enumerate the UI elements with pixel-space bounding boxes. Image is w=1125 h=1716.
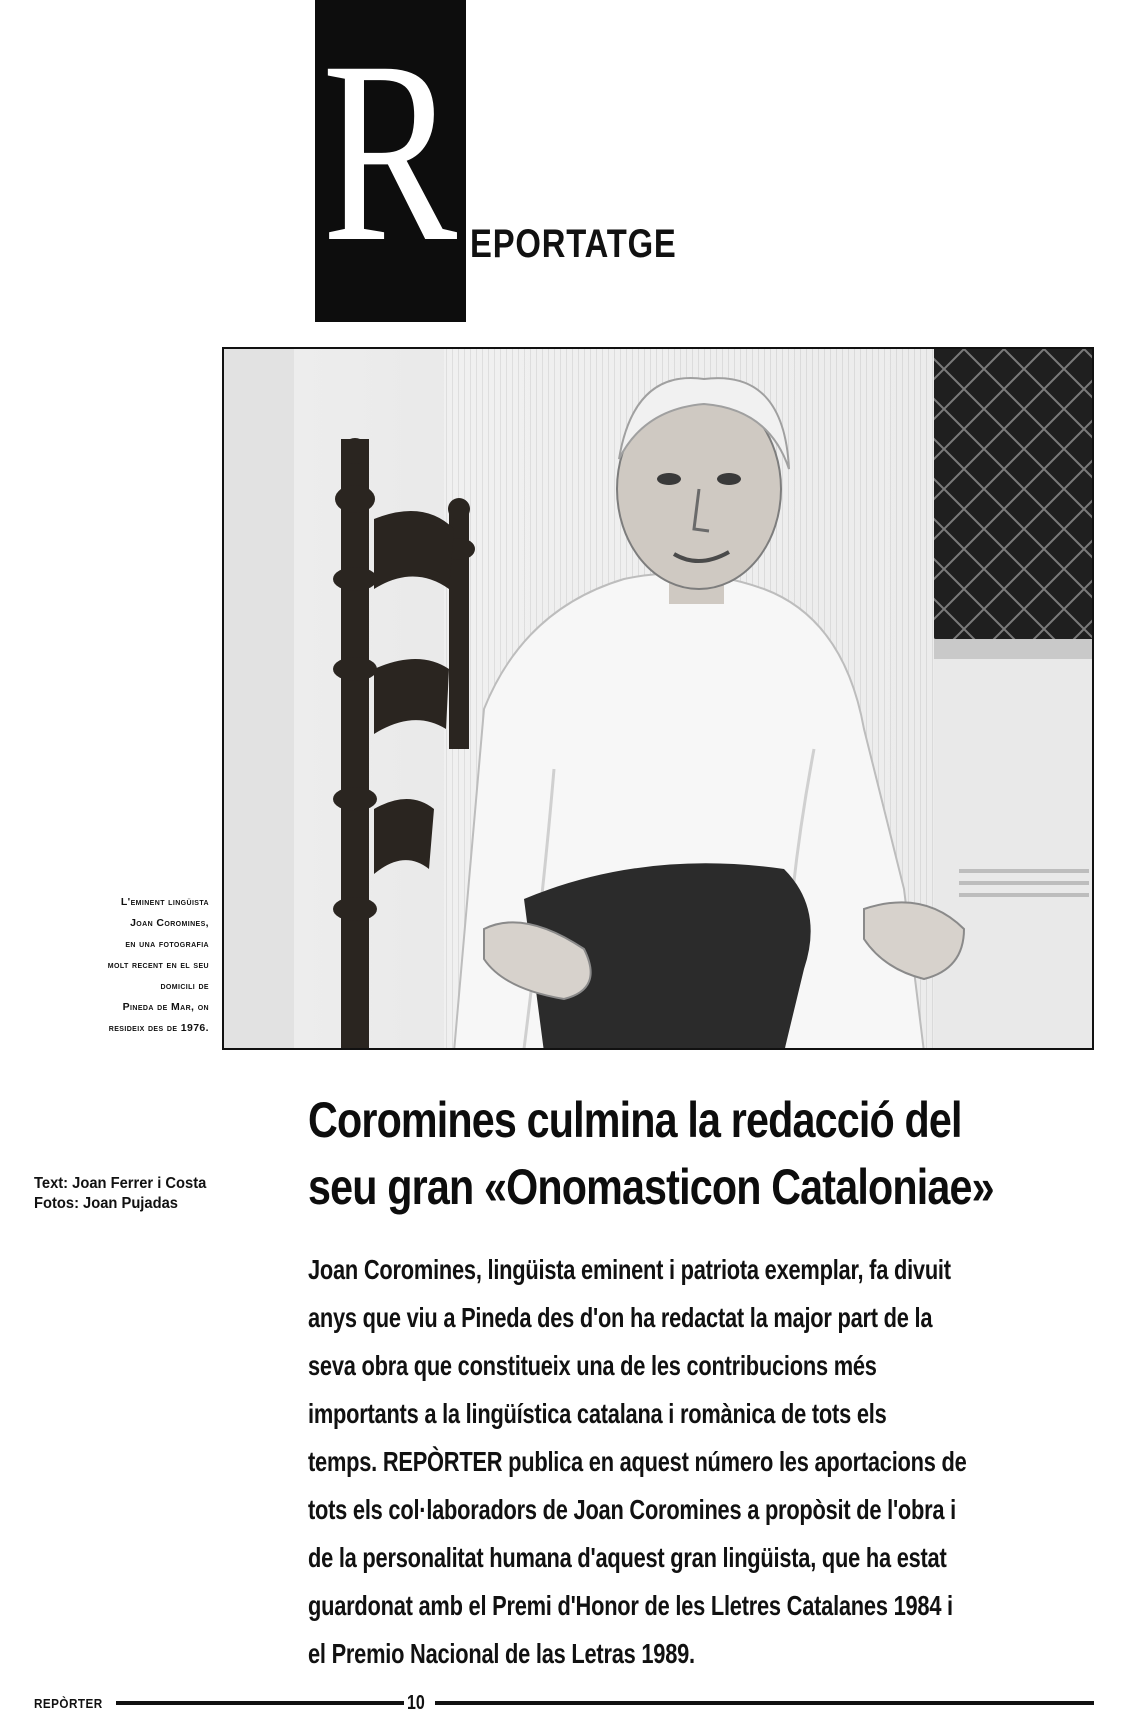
lede-line: Joan Coromines, lingüista eminent i patriota exemplar, fa divuit	[308, 1254, 951, 1285]
footer-rule	[116, 1701, 404, 1705]
caption-line: molt recent en el seu	[107, 959, 209, 971]
footer-rule	[435, 1701, 1094, 1705]
article-headline	[308, 1087, 1084, 1221]
lede-line: anys que viu a Pineda des d'on ha redactat la major part de la	[308, 1302, 933, 1333]
caption-line: domicili de	[160, 980, 209, 992]
page-footer	[34, 1692, 1094, 1716]
portrait-photo	[222, 347, 1094, 1050]
photo-credit: Fotos: Joan Pujadas	[34, 1195, 178, 1212]
headline-line: seu gran «Onomasticon Cataloniae»	[308, 1159, 994, 1215]
section-initial-letter: R	[322, 8, 458, 296]
lede-line: temps. REPÒRTER publica en aquest número les aportacions de	[308, 1446, 967, 1477]
footer-brand: REPÒRTER	[34, 1696, 103, 1711]
text-credit: Text: Joan Ferrer i Costa	[34, 1175, 207, 1192]
caption-line: Pineda de Mar, on	[122, 1001, 209, 1013]
caption-line: Joan Coromines,	[130, 917, 209, 929]
caption-line: resideix des de 1976.	[108, 1022, 209, 1034]
lede-line: guardonat amb el Premi d'Honor de les Lletres Catalanes 1984 i	[308, 1590, 953, 1621]
lede-line: de la personalitat humana d'aquest gran lingüista, que ha estat	[308, 1542, 947, 1573]
photo-caption	[20, 892, 209, 1039]
lede-line: tots els col·laboradors de Joan Coromines a propòsit de l'obra i	[308, 1494, 956, 1525]
lede-line: seva obra que constitueix una de les contribucions més	[308, 1350, 877, 1381]
caption-line: L'eminent lingüista	[120, 896, 209, 908]
lede-line: el Premio Nacional de las Letras 1989.	[308, 1638, 695, 1669]
article-credits	[34, 1174, 246, 1214]
article-lede	[308, 1246, 1018, 1678]
headline-line: Coromines culmina la redacció del	[308, 1092, 962, 1148]
section-title: EPORTATGE	[470, 222, 677, 266]
page-number: 10	[407, 1692, 425, 1714]
lede-line: importants a la lingüística catalana i romànica de tots els	[308, 1398, 887, 1429]
caption-line: en una fotografia	[125, 938, 209, 950]
